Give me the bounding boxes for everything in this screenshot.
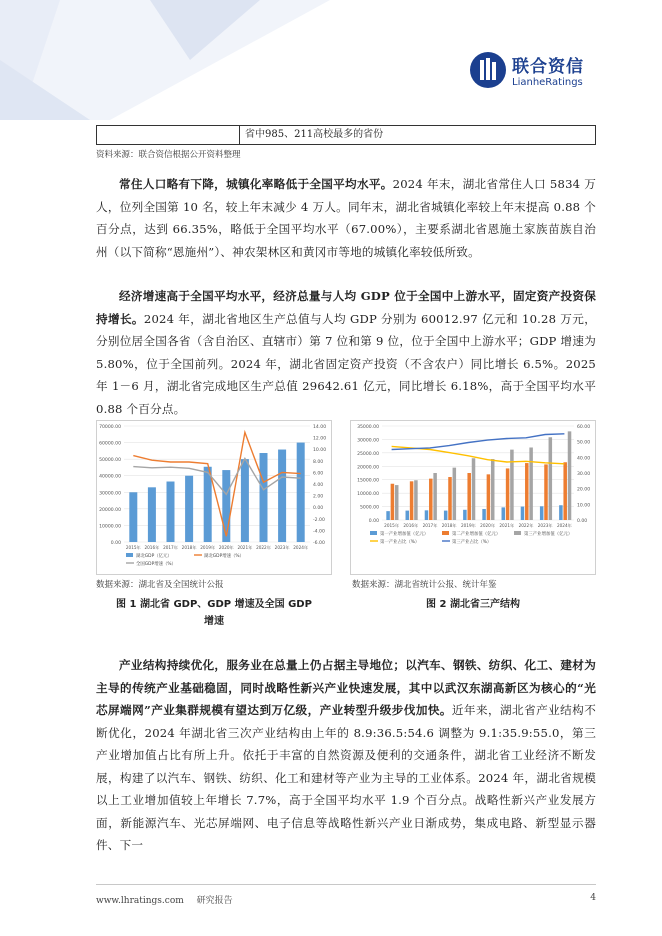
- bar-2-s1-1: [410, 481, 414, 520]
- figure2-caption: 图 2 湖北省三产结构: [426, 599, 520, 610]
- figure2-source: 数据来源：湖北省统计公报、统计年鉴: [352, 580, 497, 590]
- bar-2-s2-6: [510, 450, 514, 520]
- bar-2-s2-1: [414, 480, 418, 520]
- bar-2-s2-3: [453, 468, 457, 520]
- bar-2-s0-7: [521, 507, 525, 520]
- bar-1-s0-0: [129, 492, 137, 542]
- paragraph-population-body: 2024 年末，湖北省常住人口 5834 万人，位列全国第 10 名，较上年末减少 4 万人。同年末，湖北省城镇化率较上年末提高 0.88 个百分点，达到 66.35%，略低于全国平均水平（67.00%），主要系湖北省恩施土家族苗族自治州（以下简称“恩施州”）、神农架林区和黄冈市等地的城镇化率较低所致。: [96, 177, 597, 259]
- bar-2-s2-2: [433, 473, 437, 520]
- bar-2-s0-5: [482, 509, 486, 520]
- y-right-tick-label: 6.00: [313, 471, 324, 477]
- y-right-tick-label: 2.00: [313, 494, 324, 500]
- y-right-tick-label: 0.00: [313, 506, 324, 512]
- bar-2-s0-0: [386, 511, 390, 520]
- y-right-tick-label: 14.00: [313, 425, 327, 430]
- x-tick-label: 2015年: [384, 523, 400, 528]
- table-cell-text: 省中985、211高校最多的省份: [245, 129, 384, 140]
- y-left-tick-label: 25000.00: [357, 451, 379, 457]
- bar-2-s0-2: [425, 510, 429, 520]
- bar-2-s0-9: [559, 505, 563, 520]
- legend-swatch: [126, 553, 133, 557]
- bar-2-s0-4: [463, 510, 467, 520]
- bar-1-s0-6: [241, 459, 249, 542]
- x-tick-label: 2019年: [200, 545, 216, 550]
- x-tick-label: 2020年: [218, 545, 234, 550]
- figure1-caption: [96, 596, 332, 630]
- legend-swatch: [514, 531, 521, 535]
- table-cell-empty: [97, 126, 240, 144]
- bar-2-s1-2: [429, 479, 433, 520]
- table-source-note: 资料来源：联合资信根据公开资料整理: [96, 150, 241, 160]
- bar-1-s0-3: [185, 476, 193, 542]
- bar-2-s2-9: [568, 431, 572, 520]
- x-tick-label: 2023年: [274, 545, 290, 550]
- bar-1-s0-4: [204, 467, 212, 542]
- paragraph-economy-body: 2024 年，湖北省地区生产总值与人均 GDP 分别为 60012.97 亿元和 10.28 万元，分别位居全国各省（含自治区、直辖市）第 7 位和第 9 位，位于全国中上游水平；GDP 增速为 5.80%，位于全国前列。2024 年，湖北省固定资产投资（不含农户）同比增长 6.5%。2025 年 1－6 月，湖北省完成地区生产总值 29642.61 亿元，同比增长 6.18%，高于全国平均水平 0.88 个百分点。: [96, 311, 596, 416]
- x-tick-label: 2021年: [499, 523, 515, 528]
- bar-1-s0-9: [297, 443, 305, 542]
- paragraph-economy-lead: 经济增速高于全国平均水平，经济总量与人均 GDP 位于全国中上游水平，固定资产投资保持增长。: [96, 289, 596, 326]
- y-left-tick-label: 10000.00: [357, 492, 379, 498]
- legend-label: 全国GDP增速（%）: [136, 562, 176, 567]
- x-tick-label: 2022年: [518, 523, 534, 528]
- paragraph-industry-lead: 产业结构持续优化，服务业在总量上仍占据主导地位；以汽车、钢铁、纺织、化工、建材为主导的传统产业基础稳固，同时战略性新兴产业快速发展，其中以武汉东湖高新区为核心的“光芯屏端网”产业集群规模有望达到万亿级，产业转型升级步伐加快。: [96, 658, 596, 717]
- chart-hubei-industry-structure: [350, 420, 596, 575]
- bar-2-s1-0: [391, 484, 395, 520]
- y-left-tick-label: 60000.00: [99, 441, 121, 447]
- bar-2-s1-3: [448, 477, 452, 520]
- x-tick-label: 2016年: [403, 523, 419, 528]
- y-left-tick-label: 35000.00: [357, 425, 379, 430]
- footer-website[interactable]: www.lhratings.com: [96, 896, 184, 906]
- x-tick-label: 2023年: [537, 523, 553, 528]
- y-left-tick-label: 0.00: [368, 519, 379, 524]
- bar-1-s0-8: [278, 450, 286, 542]
- x-tick-label: 2019年: [460, 523, 476, 528]
- bar-2-s1-8: [544, 464, 548, 520]
- bar-1-s0-1: [148, 487, 156, 542]
- y-left-tick-label: 30000.00: [99, 491, 121, 497]
- bar-2-s2-0: [395, 485, 399, 520]
- legend-label: 湖北GDP（亿元）: [136, 554, 172, 559]
- y-left-tick-label: 20000.00: [99, 507, 121, 513]
- y-left-tick-label: 0.00: [110, 541, 121, 546]
- y-right-tick-label: 4.00: [313, 483, 324, 488]
- x-tick-label: 2021年: [237, 545, 253, 550]
- y-right-tick-label: 50.00: [577, 440, 591, 446]
- table-fragment: [96, 125, 596, 145]
- figure1-caption-line2: 增速: [204, 616, 224, 627]
- bar-1-s0-7: [260, 453, 268, 542]
- y-left-tick-label: 20000.00: [357, 465, 379, 471]
- bar-2-s1-4: [467, 473, 471, 520]
- y-left-tick-label: 10000.00: [99, 524, 121, 530]
- bar-2-s0-1: [406, 511, 410, 520]
- bar-2-s2-5: [491, 459, 495, 520]
- x-tick-label: 2022年: [256, 545, 271, 550]
- x-tick-label: 2016年: [144, 545, 160, 550]
- footer-label: 研究报告: [196, 896, 233, 906]
- lianhe-logo-icon: [470, 52, 506, 88]
- bar-2-s1-5: [487, 474, 491, 520]
- y-left-tick-label: 30000.00: [357, 438, 379, 444]
- bar-2-s0-3: [444, 511, 448, 520]
- company-logo: [470, 52, 584, 88]
- x-tick-label: 2017年: [422, 523, 438, 528]
- legend-swatch: [370, 531, 377, 535]
- x-tick-label: 2024年: [556, 523, 572, 528]
- bar-2-s2-7: [529, 447, 533, 520]
- y-left-tick-label: 50000.00: [99, 458, 121, 464]
- y-right-tick-label: 12.00: [313, 436, 327, 442]
- legend-label: 湖北GDP增速（%）: [204, 554, 244, 559]
- legend-label: 第二产业增加值（亿元）: [452, 532, 501, 537]
- y-left-tick-label: 15000.00: [357, 478, 379, 484]
- bar-2-s1-7: [525, 463, 529, 520]
- bar-1-s0-2: [167, 482, 175, 542]
- y-right-tick-label: 10.00: [313, 448, 327, 454]
- legend-label: 第一产业增加值（亿元）: [380, 532, 429, 537]
- bar-2-s1-9: [563, 462, 567, 520]
- bar-2-s2-8: [549, 437, 553, 520]
- bar-2-s2-4: [472, 458, 476, 520]
- y-left-tick-label: 70000.00: [99, 425, 121, 430]
- paragraph-population: [96, 173, 596, 263]
- paragraph-population-lead: 常住人口略有下降，城镇化率略低于全国平均水平。: [119, 177, 393, 191]
- figure1-source: 数据来源：湖北省及全国统计公报: [96, 580, 224, 590]
- footer-divider: [96, 884, 596, 885]
- y-right-tick-label: 60.00: [577, 425, 591, 430]
- bar-1-s0-5: [222, 470, 230, 542]
- paragraph-industry-body: 近年来，湖北省产业结构不断优化，2024 年湖北省三次产业结构由上年的 8.9:36.5:54.6 调整为 9.1:35.9:55.0，第三产业增加值占比有所上升。依托于丰富的自然资源及便利的交通条件，湖北省工业经济不断发展，构建了以汽车、钢铁、纺织、化工和建材等产业为主导的工业体系。2024 年，湖北省规模以上工业增加值较上年增长 7.7%，高于全国平均水平 1.9 个百分点。战略性新兴产业发展方面，新能源汽车、光芯屏端网、电子信息等战略性新兴产业日渐成势，集成电路、新型显示器件、下一: [96, 703, 597, 852]
- y-right-tick-label: -2.00: [313, 517, 325, 523]
- y-right-tick-label: 30.00: [577, 472, 591, 477]
- logo-english-name: LianheRatings: [512, 77, 583, 88]
- figure1-caption-line1: 图 1 湖北省 GDP、GDP 增速及全国 GDP: [116, 599, 312, 610]
- chart-hubei-gdp: [96, 420, 332, 575]
- y-right-tick-label: 0.00: [577, 519, 588, 524]
- x-tick-label: 2024年: [293, 545, 309, 550]
- footer-left: [96, 893, 233, 906]
- paragraph-economy: [96, 285, 596, 420]
- x-tick-label: 2018年: [181, 545, 197, 550]
- legend-label: 第一产业占比（%）: [380, 540, 420, 545]
- legend-label: 第三产业占比（%）: [452, 540, 492, 545]
- y-right-tick-label: -4.00: [313, 529, 325, 535]
- legend-swatch: [442, 531, 449, 535]
- bar-2-s0-8: [540, 506, 544, 520]
- y-right-tick-label: 10.00: [577, 503, 591, 509]
- y-right-tick-label: 20.00: [577, 487, 591, 493]
- y-left-tick-label: 40000.00: [99, 474, 121, 480]
- x-tick-label: 2020年: [480, 523, 496, 528]
- page-number: 4: [590, 893, 596, 903]
- x-tick-label: 2018年: [441, 523, 457, 528]
- logo-chinese-name: 联合资信: [512, 57, 584, 77]
- x-tick-label: 2015年: [125, 545, 141, 550]
- paragraph-industry: [96, 654, 596, 857]
- legend-label: 第三产业增加值（亿元）: [524, 532, 573, 537]
- x-tick-label: 2017年: [163, 545, 178, 550]
- bar-2-s0-6: [502, 507, 506, 520]
- y-right-tick-label: 40.00: [577, 456, 591, 462]
- y-left-tick-label: 5000.00: [360, 505, 379, 511]
- y-right-tick-label: 8.00: [313, 459, 324, 465]
- bar-2-s1-6: [506, 468, 510, 520]
- y-right-tick-label: -6.00: [313, 541, 325, 546]
